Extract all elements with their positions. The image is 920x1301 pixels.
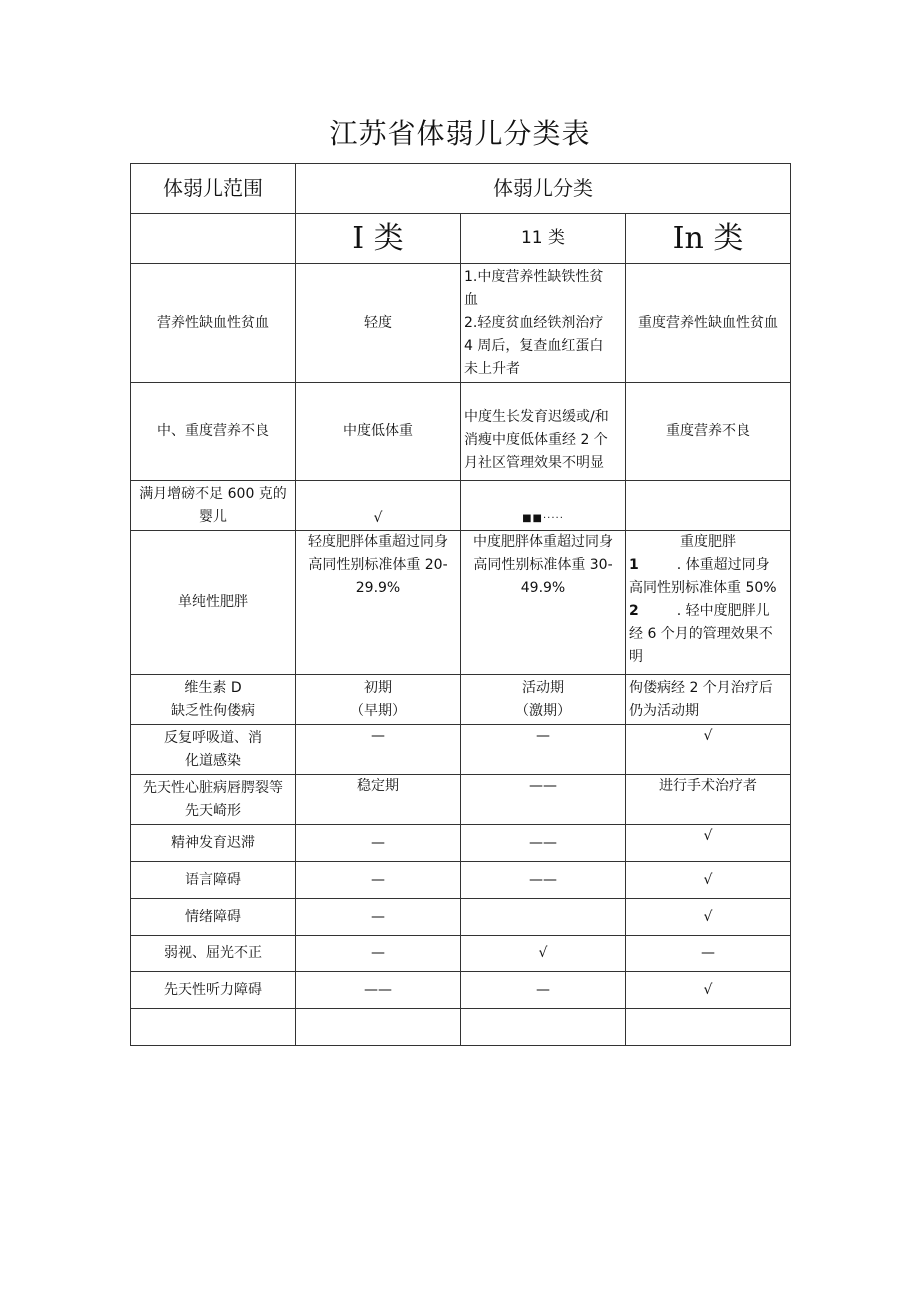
cell-line: 经 6 个月的管理效果不 xyxy=(629,626,773,642)
class2-cell xyxy=(461,383,626,481)
class2-cell: — xyxy=(461,725,626,775)
cell-line: 1.中度营养性缺铁性贫 xyxy=(464,268,604,285)
class1-cell: — xyxy=(296,899,461,936)
header-class3: In 类 xyxy=(626,214,791,264)
table-row xyxy=(131,725,791,775)
page-title: 江苏省体弱儿分类表 xyxy=(329,117,591,150)
class2-cell: —— xyxy=(461,825,626,862)
cell-line: 明 xyxy=(629,649,643,665)
list-number: 1 xyxy=(629,557,639,573)
class3-cell xyxy=(626,675,791,725)
table-row xyxy=(131,862,791,899)
class2-cell: √ xyxy=(461,936,626,972)
cell-line: 活动期 xyxy=(522,679,564,696)
cell-line: 重度肥胖 xyxy=(680,534,736,550)
table-class-row xyxy=(131,214,791,264)
table-row xyxy=(131,675,791,725)
range-cell xyxy=(131,775,296,825)
mark-glyph: ■■····· xyxy=(522,513,564,524)
class1-cell xyxy=(296,1009,461,1046)
class3-cell: 重度营养性缺血性贫血 xyxy=(626,264,791,383)
cell-line: 49.9% xyxy=(520,580,566,596)
table-row xyxy=(131,775,791,825)
table-row xyxy=(131,972,791,1009)
table-row xyxy=(131,383,791,481)
header-range-label: 体弱儿范围 xyxy=(131,164,296,214)
cell-line: 化道感染 xyxy=(185,752,241,769)
table-row xyxy=(131,264,791,383)
cell-line: 2.轻度贫血经铁剂治疗 xyxy=(464,314,604,331)
class2-cell xyxy=(461,675,626,725)
cell-line: 未上升者 xyxy=(464,360,520,377)
class2-cell: —— xyxy=(461,862,626,899)
class2-cell xyxy=(461,899,626,936)
list-text: . 轻中度肥胖儿 xyxy=(676,603,770,619)
class1-cell: — xyxy=(296,936,461,972)
cell-line: 反复呼吸道、消 xyxy=(164,729,262,746)
class1-cell: 中度低体重 xyxy=(296,383,461,481)
cell-line: 高同性别标准体重 20- xyxy=(308,557,448,573)
range-cell: 单纯性肥胖 xyxy=(131,531,296,675)
class3-cell: √ xyxy=(626,972,791,1009)
class3-cell: √ xyxy=(626,899,791,936)
class1-cell: — xyxy=(296,862,461,899)
table-row xyxy=(131,1009,791,1046)
class3-cell xyxy=(626,1009,791,1046)
class1-cell: 轻度 xyxy=(296,264,461,383)
range-cell: 精神发育迟滞 xyxy=(131,825,296,862)
class3-cell xyxy=(626,481,791,531)
class1-cell: —— xyxy=(296,972,461,1009)
table-row xyxy=(131,531,791,675)
cell-line: 29.9% xyxy=(355,580,401,596)
class2-cell xyxy=(461,264,626,383)
range-cell: 情绪障碍 xyxy=(131,899,296,936)
cell-line: 仍为活动期 xyxy=(629,702,699,719)
cell-line: （早期） xyxy=(350,702,406,719)
class1-cell xyxy=(296,675,461,725)
header-class1: I 类 xyxy=(296,214,461,264)
cell-line: 高同性别标准体重 30- xyxy=(473,557,613,573)
class3-cell xyxy=(626,531,791,675)
class3-cell: — xyxy=(626,936,791,972)
list-number: 2 xyxy=(629,603,639,619)
range-cell xyxy=(131,481,296,531)
cell-line xyxy=(629,554,787,577)
class2-cell xyxy=(461,531,626,675)
cell-line: 先天崎形 xyxy=(185,802,241,819)
header-class2: 11 类 xyxy=(461,214,626,264)
cell-line: 满月增磅不足 600 克的 xyxy=(139,485,287,502)
cell-line: 轻度肥胖体重超过同身 xyxy=(308,534,448,550)
table-row xyxy=(131,825,791,862)
range-cell: 先天性听力障碍 xyxy=(131,972,296,1009)
class1-cell: — xyxy=(296,825,461,862)
list-text: . 体重超过同身 xyxy=(676,557,770,573)
range-cell xyxy=(131,1009,296,1046)
cell-line: 初期 xyxy=(364,679,392,696)
cell-line: 消瘦中度低体重经 2 个 xyxy=(464,432,608,448)
class2-cell xyxy=(461,1009,626,1046)
cell-line: 婴儿 xyxy=(199,508,227,525)
class1-cell: √ xyxy=(296,481,461,531)
class1-cell: — xyxy=(296,725,461,775)
class3-cell: √ xyxy=(626,825,791,862)
class3-cell: √ xyxy=(626,725,791,775)
header-class-label: 体弱儿分类 xyxy=(296,164,791,214)
cell-line: 中度肥胖体重超过同身 xyxy=(473,534,613,550)
range-cell: 营养性缺血性贫血 xyxy=(131,264,296,383)
class2-cell: — xyxy=(461,972,626,1009)
class2-cell: —— xyxy=(461,775,626,825)
class3-cell: √ xyxy=(626,862,791,899)
class3-cell: 进行手术治疗者 xyxy=(626,775,791,825)
header-empty-cell xyxy=(131,214,296,264)
class3-cell: 重度营养不良 xyxy=(626,383,791,481)
cell-line: 维生素 D xyxy=(184,679,242,696)
cell-line: 佝偻病经 2 个月治疗后 xyxy=(629,679,773,696)
cell-line: 缺乏性佝偻病 xyxy=(171,702,255,719)
cell-line: 高同性别标准体重 50% xyxy=(629,580,777,596)
cell-line: 中度生长发育迟缓或/和 xyxy=(464,409,609,425)
range-cell xyxy=(131,675,296,725)
cell-line xyxy=(629,600,787,623)
range-cell: 弱视、屈光不正 xyxy=(131,936,296,972)
table-row xyxy=(131,936,791,972)
table-header-row xyxy=(131,164,791,214)
cell-line: 先天性心脏病唇腭裂等 xyxy=(143,779,283,796)
range-cell: 语言障碍 xyxy=(131,862,296,899)
range-cell: 中、重度营养不良 xyxy=(131,383,296,481)
classification-table xyxy=(130,163,791,1046)
cell-line: 4 周后，复查血红蛋白 xyxy=(464,337,604,354)
cell-line: 月社区管理效果不明显 xyxy=(464,455,604,471)
table-row xyxy=(131,899,791,936)
class2-cell xyxy=(461,481,626,531)
range-cell xyxy=(131,725,296,775)
table-row xyxy=(131,481,791,531)
cell-line: （激期） xyxy=(515,702,571,719)
class1-cell xyxy=(296,531,461,675)
cell-line: 血 xyxy=(464,291,478,308)
class1-cell: 稳定期 xyxy=(296,775,461,825)
